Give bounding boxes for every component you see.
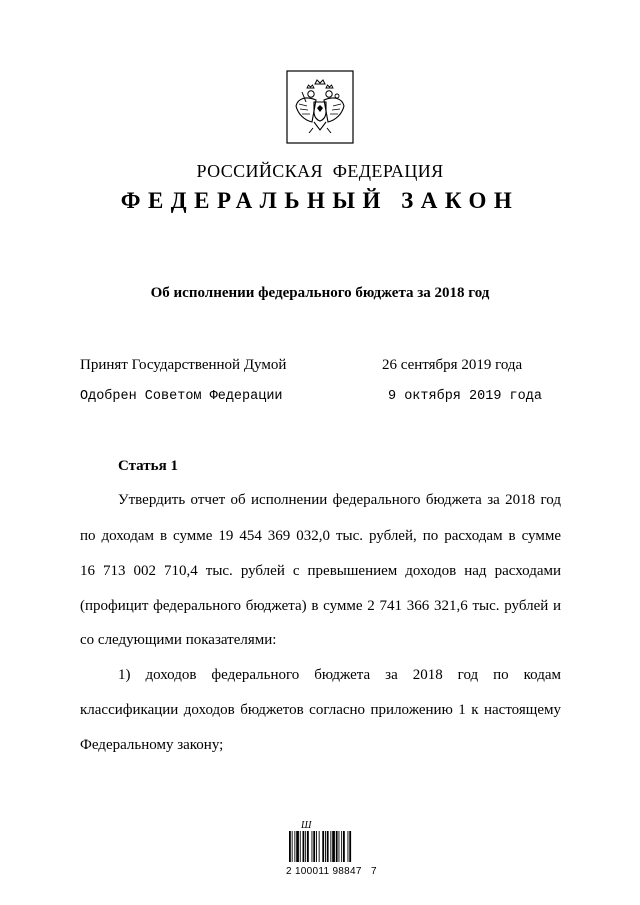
- law-title: Об исполнении федерального бюджета за 2018 год: [150, 285, 490, 301]
- state-emblem-icon: [286, 70, 354, 144]
- duma-adoption-label: Принят Государственной Думой: [80, 357, 287, 373]
- article-list-item: 1) доходов федерального бюджета за 2018 год по кодам: [118, 667, 561, 683]
- barcode-icon: [287, 818, 373, 864]
- article-text-line: 16 713 002 710,4 тыс. рублей с превышением доходов над расходами: [80, 563, 561, 579]
- article-text-line: (профицит федерального бюджета) в сумме 2 741 366 321,6 тыс. рублей и: [80, 598, 561, 614]
- duma-adoption-date: 26 сентября 2019 года: [382, 357, 523, 373]
- council-approval-date: 9 октября 2019 года: [388, 389, 542, 404]
- article-text-line: Утвердить отчет об исполнении федерального бюджета за 2018 год: [118, 492, 561, 508]
- barcode-number: 2 100011 98847 7: [286, 866, 377, 877]
- law-type-heading: ФЕДЕРАЛЬНЫЙ ЗАКОН: [120, 188, 520, 213]
- country-name: РОССИЙСКАЯ ФЕДЕРАЦИЯ: [196, 161, 444, 181]
- article-text-line: со следующими показателями:: [80, 632, 277, 648]
- article-text-line: классификации доходов бюджетов согласно приложению 1 к настоящему: [80, 702, 561, 718]
- signature-mark: Ш: [301, 820, 312, 831]
- council-approval-label: Одобрен Советом Федерации: [80, 389, 283, 404]
- article-text-line: Федеральному закону;: [80, 737, 224, 753]
- article-text-line: по доходам в сумме 19 454 369 032,0 тыс. рублей, по расходам в сумме: [80, 528, 561, 544]
- article-heading: Статья 1: [118, 458, 178, 474]
